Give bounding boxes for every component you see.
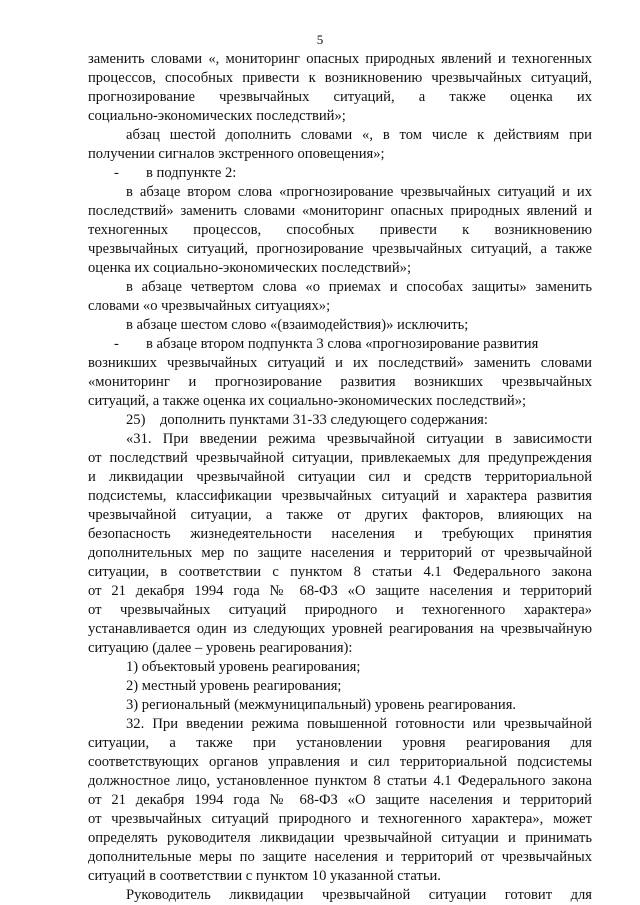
text-line: 2) местный уровень реагирования;	[126, 678, 342, 694]
text-line: чрезвычайной ситуации, а также от других факторов, влияющих на	[88, 507, 592, 523]
text-line: техногенных процессов, способных привести к возникновению	[88, 222, 592, 238]
text-line: ситуаций, а также оценка их социально-экономических последствий»;	[88, 393, 527, 409]
text-line: возникших чрезвычайных ситуаций и их последствий» заменить словами	[88, 355, 592, 371]
list-item	[88, 335, 592, 354]
dash-marker: -	[114, 336, 119, 352]
text-line: в абзаце шестом слово «(взаимодействия)» исключить;	[126, 317, 469, 333]
text-line: оценка их социально-экономических последствий»;	[88, 260, 411, 276]
text-line: 3) региональный (межмуниципальный) уровень реагирования.	[126, 697, 517, 713]
text-line: в подпункте 2:	[146, 165, 237, 181]
dash-marker: -	[114, 165, 119, 181]
text-line: в абзаце четвертом слова «о приемах и способах защиты» заменить	[126, 279, 592, 295]
text-line: прогнозирование чрезвычайных ситуаций, а также оценка их	[88, 89, 592, 105]
text-line: ситуации, а также при установлении уровня реагирования для	[88, 735, 592, 751]
text-line: от 21 декабря 1994 года № 68-ФЗ «О защите населения и территорий	[88, 583, 592, 599]
list-item	[88, 164, 592, 183]
text-line: соответствующих органов управления и сил территориальной подсистемы	[88, 754, 592, 770]
page-number: 5	[316, 32, 324, 47]
text-line: от 21 декабря 1994 года № 68-ФЗ «О защите населения и территорий	[88, 792, 592, 808]
text-line: дополнительные меры по защите населения и территорий от чрезвычайных	[88, 849, 592, 865]
text-line: от чрезвычайных ситуаций природного и техногенного характера»	[88, 602, 592, 618]
text-line: безопасность жизнедеятельности населения и требующих принятия	[88, 526, 592, 542]
text-line: дополнительных мер по защите населения и территорий от чрезвычайной	[88, 545, 592, 561]
text-line: чрезвычайных ситуаций, прогнозирование чрезвычайных ситуаций, а также	[88, 241, 592, 257]
text-line: определять руководителя ликвидации чрезвычайной ситуации и принимать	[88, 830, 592, 846]
text-line: подсистемы, классификации чрезвычайных ситуаций и характера развития	[88, 488, 592, 504]
list-item	[88, 411, 592, 430]
text-line: получении сигналов экстренного оповещения»;	[88, 146, 385, 162]
text-line: Руководитель ликвидации чрезвычайной ситуации готовит для	[126, 887, 592, 903]
text-line: словами «о чрезвычайных ситуациях»;	[88, 298, 331, 314]
text-line: заменить словами «, мониторинг опасных природных явлений и техногенных	[88, 51, 592, 67]
text-line: «мониторинг и прогнозирование развития возникших чрезвычайных	[88, 374, 592, 390]
text-line: в абзаце втором подпункта 3 слова «прогнозирование развития	[146, 336, 539, 352]
text-line: абзац шестой дополнить словами «, в том числе к действиям при	[126, 127, 592, 143]
text-line: социально-экономических последствий»;	[88, 108, 346, 124]
text-line: и ликвидации чрезвычайной ситуации сил и средств территориальной	[88, 469, 592, 485]
text-line: 1) объектовый уровень реагирования;	[126, 659, 361, 675]
text-line: должностное лицо, установленное пунктом 8 статьи 4.1 Федерального закона	[88, 773, 592, 789]
text-line: от последствий чрезвычайной ситуации, привлекаемых для предупреждения	[88, 450, 592, 466]
text-line: ситуаций в соответствии с пунктом 10 указанной статьи.	[88, 868, 441, 884]
document-body	[88, 50, 592, 905]
item-number: 25)	[126, 412, 146, 428]
text-line: в абзаце втором слова «прогнозирование чрезвычайных ситуаций и их	[126, 184, 592, 200]
text-line: устанавливается один из следующих уровней реагирования на чрезвычайную	[88, 621, 592, 637]
text-line: 32. При введении режима повышенной готовности или чрезвычайной	[126, 716, 592, 732]
text-line: процессов, способных привести к возникновению чрезвычайных ситуаций,	[88, 70, 592, 86]
text-line: ситуации, в соответствии с пунктом 8 статьи 4.1 Федерального закона	[88, 564, 592, 580]
text-line: ситуацию (далее – уровень реагирования):	[88, 640, 353, 656]
text-line: «31. При введении режима чрезвычайной ситуации в зависимости	[126, 431, 592, 447]
text-line: последствий» заменить словами «мониторинг опасных природных явлений и	[88, 203, 592, 219]
text-line: дополнить пунктами 31-33 следующего содержания:	[160, 412, 488, 428]
text-line: от чрезвычайных ситуаций природного и техногенного характера», может	[88, 811, 592, 827]
